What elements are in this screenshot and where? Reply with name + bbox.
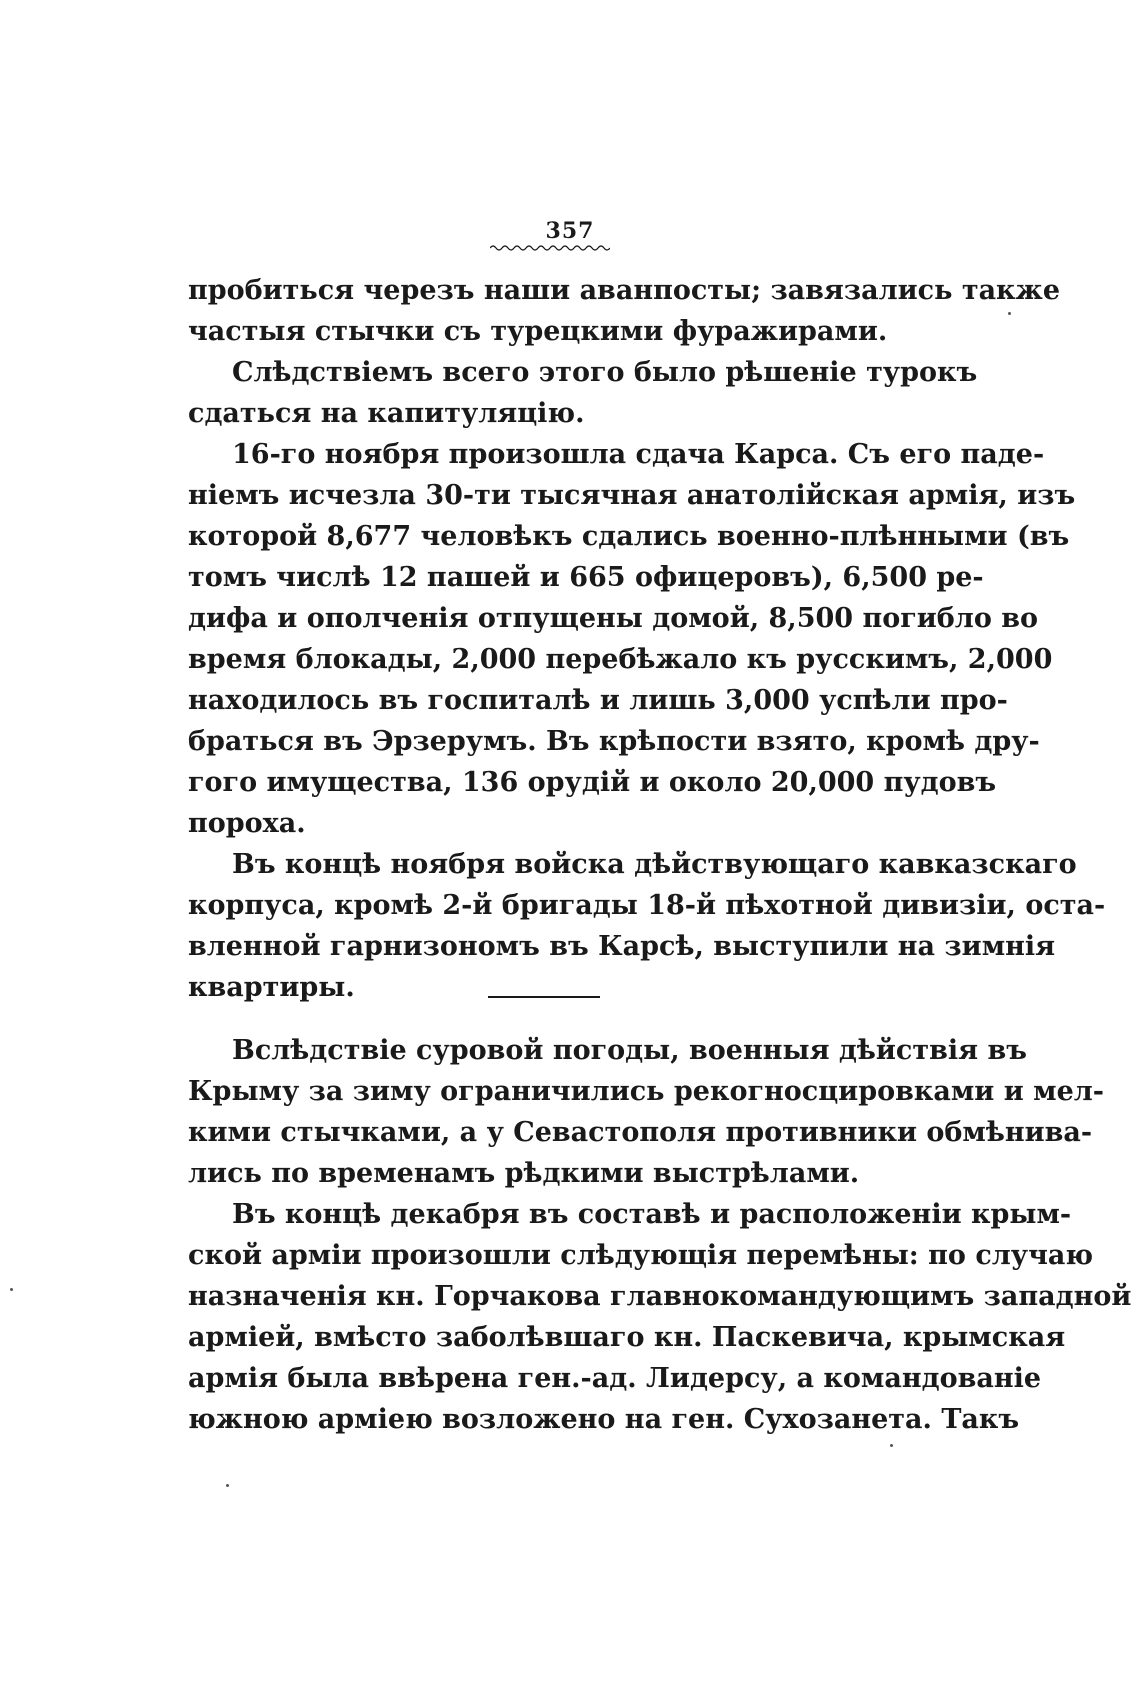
text-line: ской арміи произошли слѣдующія перемѣны: по случаю xyxy=(188,1240,1094,1271)
text-line: пробиться черезъ наши аванпосты; завязались также xyxy=(188,275,1061,306)
text-line: Въ концѣ ноября войска дѣйствующаго кавказскаго xyxy=(232,849,1077,880)
text-line: Крыму за зиму ограничились рекогносцировками и мел- xyxy=(188,1076,1105,1107)
paragraph xyxy=(188,352,978,434)
text-line: вленной гарнизономъ въ Карсѣ, выступили на зимнія xyxy=(188,931,1056,962)
scan-speck xyxy=(226,1484,229,1487)
page-number: 357 xyxy=(545,218,595,244)
text-line: находилось въ госпиталѣ и лишь 3,000 успѣли про- xyxy=(188,685,1008,716)
text-line: Въ концѣ декабря въ составѣ и расположеніи крым- xyxy=(232,1199,1072,1230)
text-line: браться въ Эрзерумъ. Въ крѣпости взято, кромѣ дру- xyxy=(188,726,1040,757)
text-line: время блокады, 2,000 перебѣжало къ русскимъ, 2,000 xyxy=(188,644,1053,675)
text-line: сдаться на капитуляцію. xyxy=(188,398,585,429)
text-line: томъ числѣ 12 пашей и 665 офицеровъ), 6,500 ре- xyxy=(188,562,984,593)
text-line: квартиры. xyxy=(188,972,355,1003)
scan-speck xyxy=(10,1288,13,1291)
text-line: лись по временамъ рѣдкими выстрѣлами. xyxy=(188,1158,860,1189)
text-section-two xyxy=(188,1030,1132,1440)
text-line: армія была ввѣрена ген.-ад. Лидерсу, а командованіе xyxy=(188,1363,1042,1394)
text-line: Вслѣдствіе суровой погоды, военныя дѣйствія въ xyxy=(232,1035,1027,1066)
section-divider xyxy=(488,996,600,998)
text-line: назначенія кн. Горчакова главнокомандующимъ западной xyxy=(188,1281,1132,1312)
text-line: частыя стычки съ турецкими фуражирами. xyxy=(188,316,888,347)
paragraph xyxy=(188,1194,1132,1440)
text-line: корпуса, кромѣ 2-й бригады 18-й пѣхотной дивизіи, оста- xyxy=(188,890,1106,921)
page-number-wavy-underline xyxy=(490,244,610,252)
text-line: ніемъ исчезла 30-ти тысячная анатолійская армія, изъ xyxy=(188,480,1076,511)
text-line: пороха. xyxy=(188,808,306,839)
paragraph xyxy=(188,1030,1105,1194)
text-line: гого имущества, 136 орудій и около 20,000 пудовъ xyxy=(188,767,997,798)
text-line: кими стычками, а у Севастополя противники обмѣнива- xyxy=(188,1117,1093,1148)
text-line: дифа и ополченія отпущены домой, 8,500 погибло во xyxy=(188,603,1039,634)
scan-speck xyxy=(1008,312,1011,315)
text-line: Слѣдствіемъ всего этого было рѣшеніе турокъ xyxy=(232,357,978,388)
paragraph xyxy=(188,844,1106,1008)
text-line: которой 8,677 человѣкъ сдались военно-плѣнными (въ xyxy=(188,521,1070,552)
text-line: южною арміею возложено на ген. Сухозанета. Такъ xyxy=(188,1404,1020,1435)
scan-speck xyxy=(890,1444,893,1447)
paragraph xyxy=(188,434,1076,844)
text-section-one xyxy=(188,270,1106,1008)
text-line: 16-го ноября произошла сдача Карса. Съ его паде- xyxy=(232,439,1045,470)
paragraph xyxy=(188,270,1061,352)
text-line: арміей, вмѣсто заболѣвшаго кн. Паскевича, крымская xyxy=(188,1322,1066,1353)
